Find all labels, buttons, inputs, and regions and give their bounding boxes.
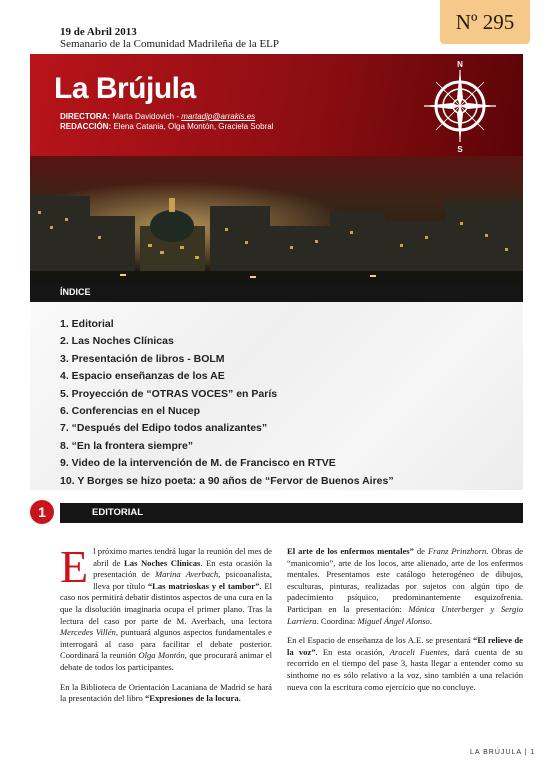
index-list xyxy=(60,316,394,490)
index-item[interactable]: 6. Conferencias en el Nucep xyxy=(60,404,201,417)
index-item[interactable]: 10. Y Borges se hizo poeta: a 90 años de “Fervor de Buenos Aires” xyxy=(60,474,394,487)
italic-name: Miguel Ángel Alonso xyxy=(357,615,430,626)
article-column-left xyxy=(60,541,273,713)
compass-south-letter: S xyxy=(457,145,463,154)
page-footer: LA BRÚJULA | 1 xyxy=(470,749,536,756)
section-number-badge: 1 xyxy=(30,500,54,524)
paragraph-text xyxy=(60,541,273,672)
index-item[interactable]: 2. Las Noches Clínicas xyxy=(60,335,174,348)
paragraph-text xyxy=(60,682,272,704)
article-paragraph xyxy=(287,546,523,627)
bold-text: “El relieve de la voz” xyxy=(287,635,523,657)
italic-name: Franz Prinzhorn xyxy=(427,546,487,556)
article-paragraph xyxy=(60,682,272,705)
bold-text: “Las matrioskas y el tambor” xyxy=(147,580,260,591)
index-item[interactable]: 5. Proyección de “OTRAS VOCES” en París xyxy=(60,387,278,400)
text-run: , psicoanalista, lleva por título xyxy=(93,569,272,591)
redaccion-credit xyxy=(60,122,273,131)
compass-north-letter: N xyxy=(457,60,463,69)
director-email-link[interactable]: martadjp@arrakis.es xyxy=(181,112,256,121)
text-run: En la Biblioteca de Orientación Lacaniana de Madrid se hará la presentación del libro xyxy=(60,681,272,704)
text-run: , dará cuenta de su recorrido en el tiempo del pase 3, hasta llegar a entender como su sinthome no es sólo relativo a la voz, sino también a una relación nueva con la escritura como ejercicio que no concluye. xyxy=(287,646,523,692)
compass-rose-icon xyxy=(418,58,502,154)
redaccion-label: REDACCIÓN: xyxy=(60,122,112,131)
italic-name: Mónica Unterberger y Sergio Larriera xyxy=(287,603,523,626)
section-title: EDITORIAL xyxy=(92,507,144,518)
text-run: . Obras de “manicomio”, arte de los locos, arte alienado, arte de los enfermos mentales. Presentamos este catálogo heterogéneo de dibujos, esculturas, pinturas, realizadas por sujetos con algún tipo de padecimiento psíquico, predominantemente esquizofrenia. Participan en la presentación: xyxy=(287,546,523,614)
director-name: Marta Davidovich - xyxy=(112,112,182,121)
index-item[interactable]: 9. Video de la intervención de M. de Francisco en RTVE xyxy=(60,457,336,470)
publication-subtitle: Semanario de la Comunidad Madrileña de la ELP xyxy=(60,38,280,50)
paragraph-text xyxy=(287,635,523,691)
bold-text: El arte de los enfermos mentales” xyxy=(287,546,414,556)
italic-name: Mercedes Villén xyxy=(60,627,116,638)
madrid-night-photo xyxy=(30,156,523,284)
italic-name: Marina Averbach xyxy=(154,569,219,580)
director-credit xyxy=(60,112,255,121)
text-run: , puntuará algunos aspectos fundamentales e interrogará al caso para facilitar el debate posterior. Coordinará la reunión xyxy=(60,627,272,661)
text-run: , que procurará animar el debate de todos los participantes. xyxy=(60,650,272,672)
index-title: ÍNDICE xyxy=(60,287,91,297)
index-item[interactable]: 4. Espacio enseñanzas de los AE xyxy=(60,370,225,383)
text-run: . Coordina: xyxy=(316,615,358,626)
article-column-right xyxy=(287,546,523,701)
index-item[interactable]: 1. Editorial xyxy=(60,318,114,330)
text-run: . En esta ocasión la presentación de xyxy=(93,557,273,580)
bold-text: “Expresiones de la locura. xyxy=(144,693,241,704)
index-header-bar xyxy=(30,284,523,302)
issue-number-badge: Nº 295 xyxy=(440,0,530,44)
index-item[interactable]: 3. Presentación de libros - BOLM xyxy=(60,352,225,365)
drop-cap: E xyxy=(60,541,89,592)
issue-date: 19 de Abril 2013 xyxy=(60,26,137,38)
article-paragraph xyxy=(60,541,273,674)
bold-text: Las Noches Clínicas xyxy=(124,557,201,568)
text-run: . En esta ocasión, xyxy=(315,646,390,657)
text-run: de xyxy=(413,546,428,556)
text-run: En el Espacio de enseñanza de los A.E. se presentará xyxy=(287,635,474,646)
text-run: l próximo martes tendrá lugar la reunión del mes de abril de xyxy=(93,546,272,568)
paragraph-text xyxy=(287,546,523,626)
index-item[interactable]: 7. “Después del Edipo todos analizantes” xyxy=(60,422,268,435)
italic-name: Olga Montón xyxy=(138,650,185,661)
article-paragraph xyxy=(287,635,523,693)
text-run: . El caso nos permitirá debatir distintos aspectos de una cura en la que la disolución imaginaria ocupa el primer plano. Tras la lectura del caso por parte de M. Averbach, una lectora xyxy=(60,580,272,626)
italic-name: Araceli Fuentes xyxy=(389,646,448,657)
newsletter-title: La Brújula xyxy=(54,72,196,105)
text-run: . xyxy=(429,615,432,626)
redaccion-names: Elena Catania, Olga Montón, Graciela Sobral xyxy=(113,122,274,131)
index-item[interactable]: 8. “En la frontera siempre” xyxy=(60,439,194,452)
director-label: DIRECTORA: xyxy=(60,112,111,121)
